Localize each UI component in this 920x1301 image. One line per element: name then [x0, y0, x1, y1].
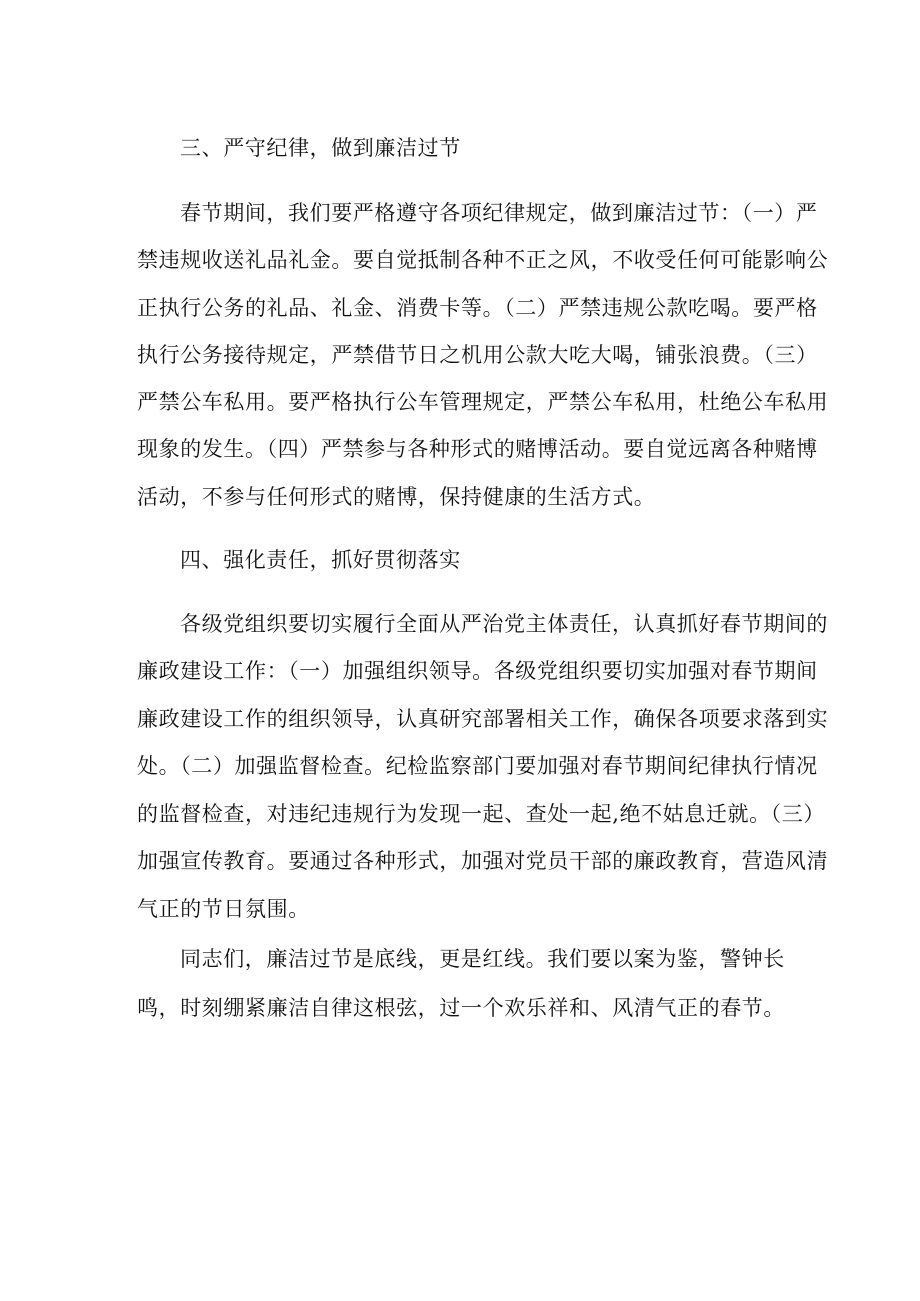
section-3-line-3: 正执行公务的礼品、礼金、消费卡等。（二）严禁违规公款吃喝。要严格: [137, 296, 818, 320]
section-3-heading: 三、严守纪律，做到廉洁过节: [180, 136, 461, 160]
closing-line-1: 同志们，廉洁过节是底线，更是红线。我们要以案为鉴，警钟长: [180, 947, 785, 971]
section-3-line-1: 春节期间，我们要严格遵守各项纪律规定，做到廉洁过节：（一）严: [180, 201, 818, 225]
section-3-line-2: 禁违规收送礼品礼金。要自觉抵制各种不正之风，不收受任何可能影响公: [137, 248, 829, 272]
section-3-line-6: 现象的发生。（四）严禁参与各种形式的赌博活动。要自觉远离各种赌博: [137, 437, 818, 461]
section-4-line-3: 廉政建设工作的组织领导，认真研究部署相关工作，确保各项要求落到实: [137, 707, 829, 731]
closing-line-2: 鸣，时刻绷紧廉洁自律这根弦，过一个欢乐祥和、风清气正的春节。: [137, 996, 785, 1020]
section-3-line-4: 执行公务接待规定，严禁借节日之机用公款大吃大喝，铺张浪费。（三）: [137, 343, 818, 367]
section-4-heading: 四、强化责任，抓好贯彻落实: [180, 548, 461, 572]
section-4-line-5: 的监督检查，对违纪违规行为发现一起、查处一起,绝不姑息迁就。（三）: [137, 802, 825, 826]
section-4-line-6: 加强宣传教育。要通过各种形式，加强对党员干部的廉政教育，营造风清: [137, 849, 829, 873]
section-4-line-1: 各级党组织要切实履行全面从严治党主体责任，认真抓好春节期间的: [180, 612, 828, 636]
section-4-line-4: 处。（二）加强监督检查。纪检监察部门要加强对春节期间纪律执行情况: [137, 754, 818, 778]
section-4-line-7: 气正的节日氛围。: [137, 897, 310, 921]
section-4-line-2: 廉政建设工作：（一）加强组织领导。各级党组织要切实加强对春节期间: [137, 659, 818, 683]
section-3-line-5: 严禁公车私用。要严格执行公车管理规定，严禁公车私用，杜绝公车私用: [137, 390, 829, 414]
section-3-line-7: 活动，不参与任何形式的赌博，保持健康的生活方式。: [137, 485, 656, 509]
